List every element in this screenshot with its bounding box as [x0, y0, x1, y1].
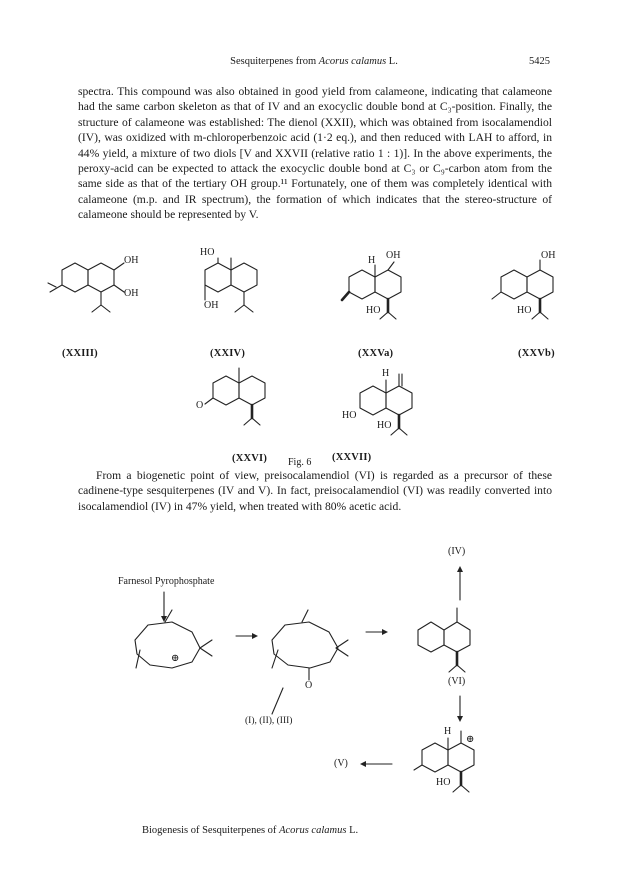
xxvb-ho: HO: [517, 305, 532, 316]
cation-symbol-2: ⊕: [466, 734, 475, 745]
label-i-ii-iii: (I), (II), (III): [245, 716, 293, 726]
label-xxvi: (XXVI): [232, 453, 268, 464]
xxiii-oh-bottom: OH: [124, 288, 139, 299]
label-v: (V): [334, 758, 348, 769]
cation-symbol-1: ⊕: [171, 653, 180, 664]
xxvii-ho-left: HO: [342, 410, 357, 421]
page-number: 5425: [529, 56, 550, 67]
label-xxvii: (XXVII): [332, 452, 372, 463]
scheme-caption: Biogenesis of Sesquiterpenes of Acorus calamus L.: [142, 825, 359, 836]
scheme-start-label: Farnesol Pyrophosphate: [118, 576, 215, 587]
xxiv-ho: HO: [200, 247, 215, 258]
body-paragraph-1: spectra. This compound was also obtained in good yield from calameone, indicating that calameone had the same carbon skeleton as that of IV and an exocyclic double bond at C₃-position. Finally, the structure of calameone was established: The dienol (XXII), which was obtained from isocalamendiol (IV), was oxidized with m-chloroperbenzoic acid (1·2 eq.), and then reduced with LAH to afford, in 44% yield, a mixture of two diols [V and XXVII (relative ratio 1 : 1)]. In the above experiments, the peroxy-acid can be expected to attack the exocyclic double bond at C₃ or C₉-carbon atom from the same side as that of the tertiary OH group.¹¹ Fortunately, one of them was completely identical with calameone (m.p. and IR spectrum), the formation of which indicates that the stereo-structure of calameone should be represented by V.: [78, 85, 552, 222]
label-xxvb: (XXVb): [518, 348, 555, 359]
scheme-h: H: [444, 726, 452, 737]
label-iv: (IV): [448, 546, 466, 557]
label-vi: (VI): [448, 676, 466, 687]
xxiii-oh-top: OH: [124, 255, 139, 266]
scheme-ho: HO: [436, 777, 451, 788]
figure-6-caption: Fig. 6: [288, 457, 312, 468]
xxvii-h: H: [382, 368, 390, 379]
xxiv-oh: OH: [204, 300, 219, 311]
xxva-ho: HO: [366, 305, 381, 316]
label-xxiv: (XXIV): [210, 348, 246, 359]
xxva-oh: OH: [386, 250, 401, 261]
xxvi-o: O: [196, 400, 204, 411]
running-title: Sesquiterpenes from Acorus calamus L.: [230, 56, 398, 67]
xxvii-ho-bottom: HO: [377, 420, 392, 431]
label-xxiii: (XXIII): [62, 348, 98, 359]
body-paragraph-2: From a biogenetic point of view, preisocalamendiol (VI) is regarded as a precursor of these cadinene-type sesquiterpenes (IV and V). In fact, preisocalamendiol (VI) was readily converted into isocalamendiol (IV) in 47% yield, when treated with 80% acetic acid.: [78, 469, 552, 513]
label-xxva: (XXVa): [358, 348, 394, 359]
ketone-oxygen: O: [305, 680, 313, 691]
xxvb-oh: OH: [541, 250, 556, 261]
xxva-h: H: [368, 255, 376, 266]
